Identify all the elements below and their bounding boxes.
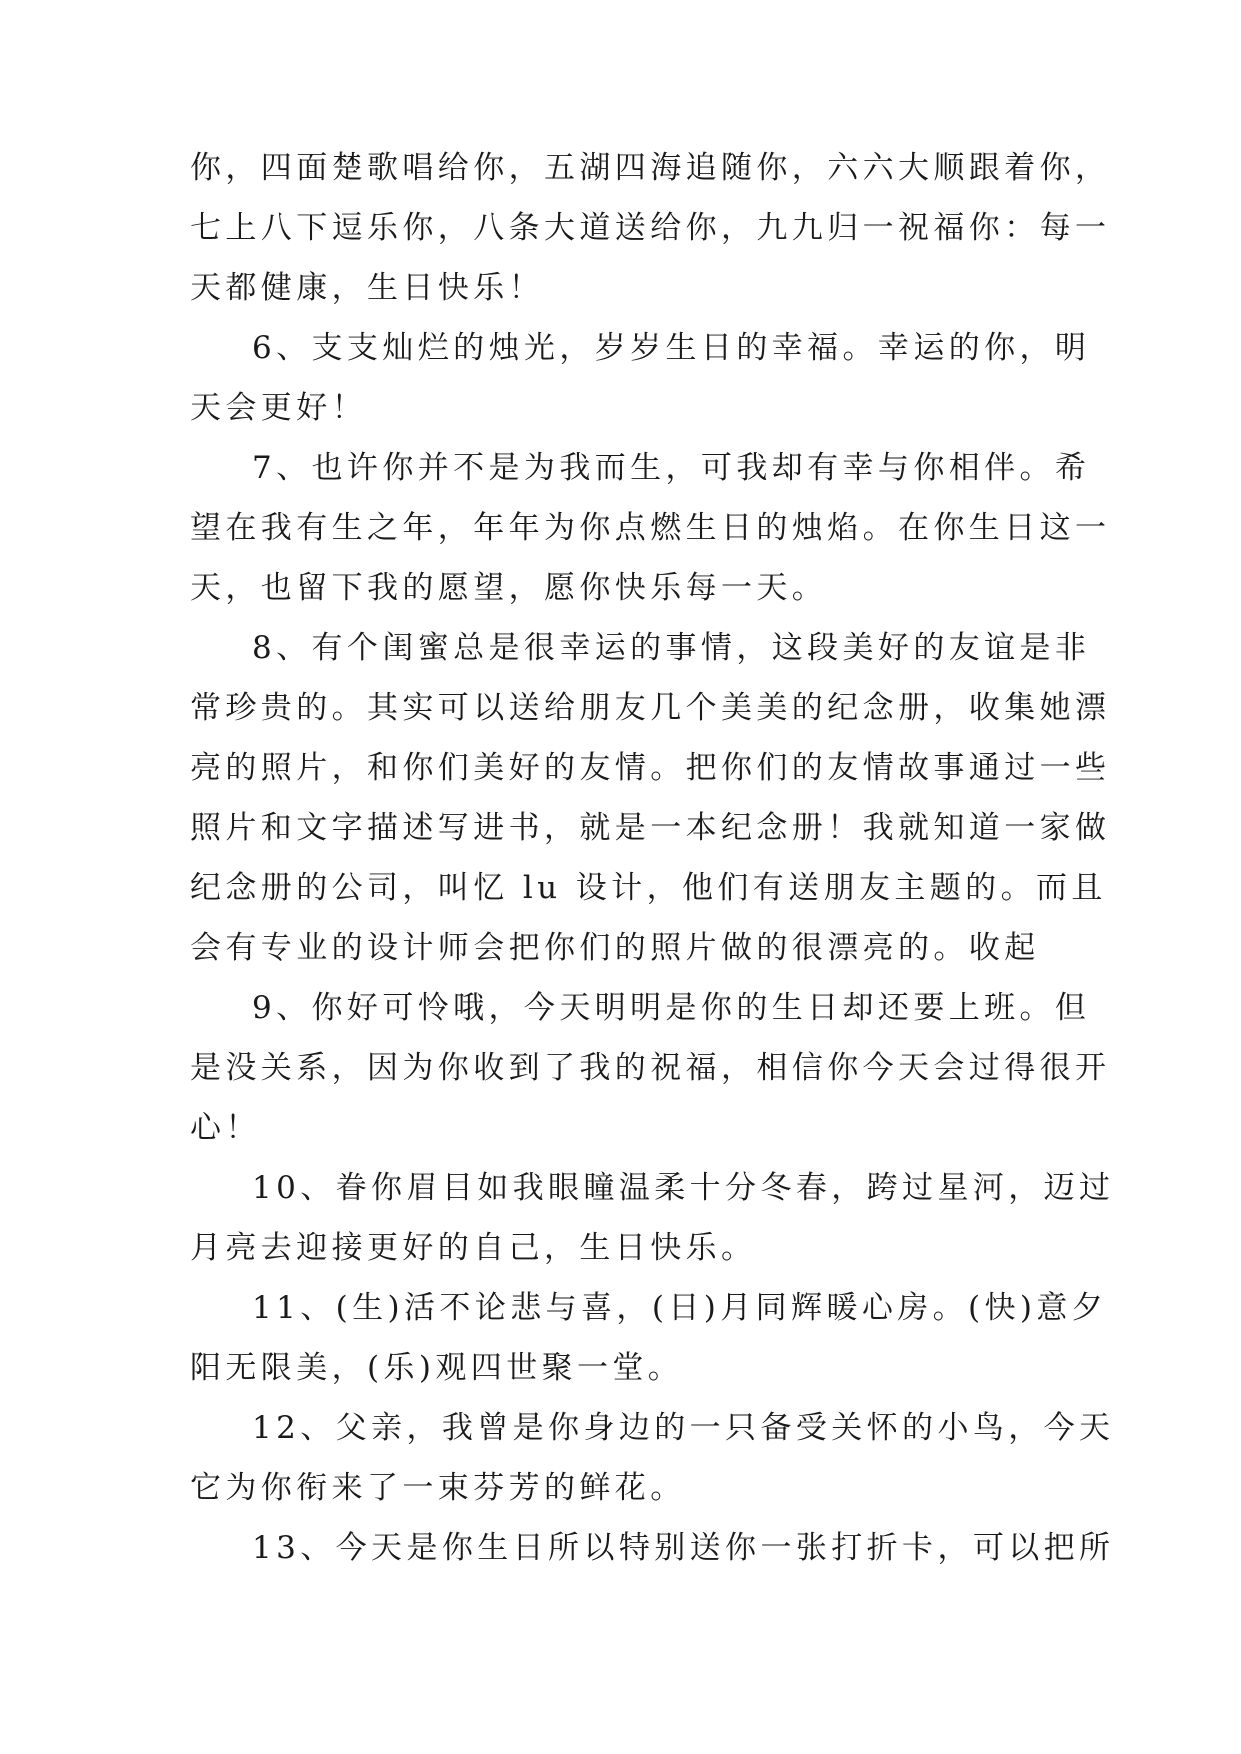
text-line: 12、父亲，我曾是你身边的一只备受关怀的小鸟，今天 xyxy=(252,1410,1115,1446)
paragraph-item-8 xyxy=(190,618,1111,978)
text-line: 常珍贵的。其实可以送给朋友几个美美的纪念册，收集她漂 xyxy=(190,690,1111,726)
paragraph-item-13 xyxy=(190,1518,1115,1578)
text-line: 是没关系，因为你收到了我的祝福，相信你今天会过得很开 xyxy=(190,1050,1111,1086)
text-line: 会有专业的设计师会把你们的照片做的很漂亮的。收起 xyxy=(190,930,1040,966)
text-line: 天，也留下我的愿望，愿你快乐每一天。 xyxy=(190,570,828,606)
text-line: 心！ xyxy=(190,1110,261,1146)
text-line: 纪念册的公司，叫忆 lu 设计，他们有送朋友主题的。而且 xyxy=(190,870,1107,906)
paragraph-item-7 xyxy=(190,438,1111,618)
text-line: 7、也许你并不是为我而生，可我却有幸与你相伴。希 xyxy=(252,450,1091,486)
text-line: 8、有个闺蜜总是很幸运的事情，这段美好的友谊是非 xyxy=(252,630,1091,666)
paragraph-item-6 xyxy=(190,318,1091,438)
paragraph-item-10 xyxy=(190,1158,1115,1278)
text-line: 七上八下逗乐你，八条大道送给你，九九归一祝福你：每一 xyxy=(190,210,1111,246)
text-line: 亮的照片，和你们美好的友情。把你们的友情故事通过一些 xyxy=(190,750,1111,786)
text-line: 天会更好！ xyxy=(190,390,367,426)
text-line: 13、今天是你生日所以特别送你一张打折卡，可以把所 xyxy=(252,1530,1115,1566)
paragraph-item-12 xyxy=(190,1398,1115,1518)
paragraph-item-11 xyxy=(190,1278,1108,1398)
text-line: 9、你好可怜哦，今天明明是你的生日却还要上班。但 xyxy=(252,990,1091,1026)
document-page xyxy=(190,138,1115,1578)
paragraph-continued xyxy=(190,138,1111,318)
text-line: 6、支支灿烂的烛光，岁岁生日的幸福。幸运的你，明 xyxy=(252,330,1091,366)
text-line: 照片和文字描述写进书，就是一本纪念册！我就知道一家做 xyxy=(190,810,1111,846)
text-line: 你，四面楚歌唱给你，五湖四海追随你，六六大顺跟着你， xyxy=(190,150,1111,186)
text-line: 10、眷你眉目如我眼瞳温柔十分冬春，跨过星河，迈过 xyxy=(252,1170,1115,1206)
paragraph-item-9 xyxy=(190,978,1111,1158)
text-line: 阳无限美，(乐)观四世聚一堂。 xyxy=(190,1350,684,1386)
text-line: 它为你衔来了一束芬芳的鲜花。 xyxy=(190,1470,686,1506)
text-line: 月亮去迎接更好的自己，生日快乐。 xyxy=(190,1230,757,1266)
text-line: 11、(生)活不论悲与喜，(日)月同辉暖心房。(快)意夕 xyxy=(252,1290,1108,1326)
text-line: 望在我有生之年，年年为你点燃生日的烛焰。在你生日这一 xyxy=(190,510,1111,546)
text-line: 天都健康，生日快乐！ xyxy=(190,270,544,306)
